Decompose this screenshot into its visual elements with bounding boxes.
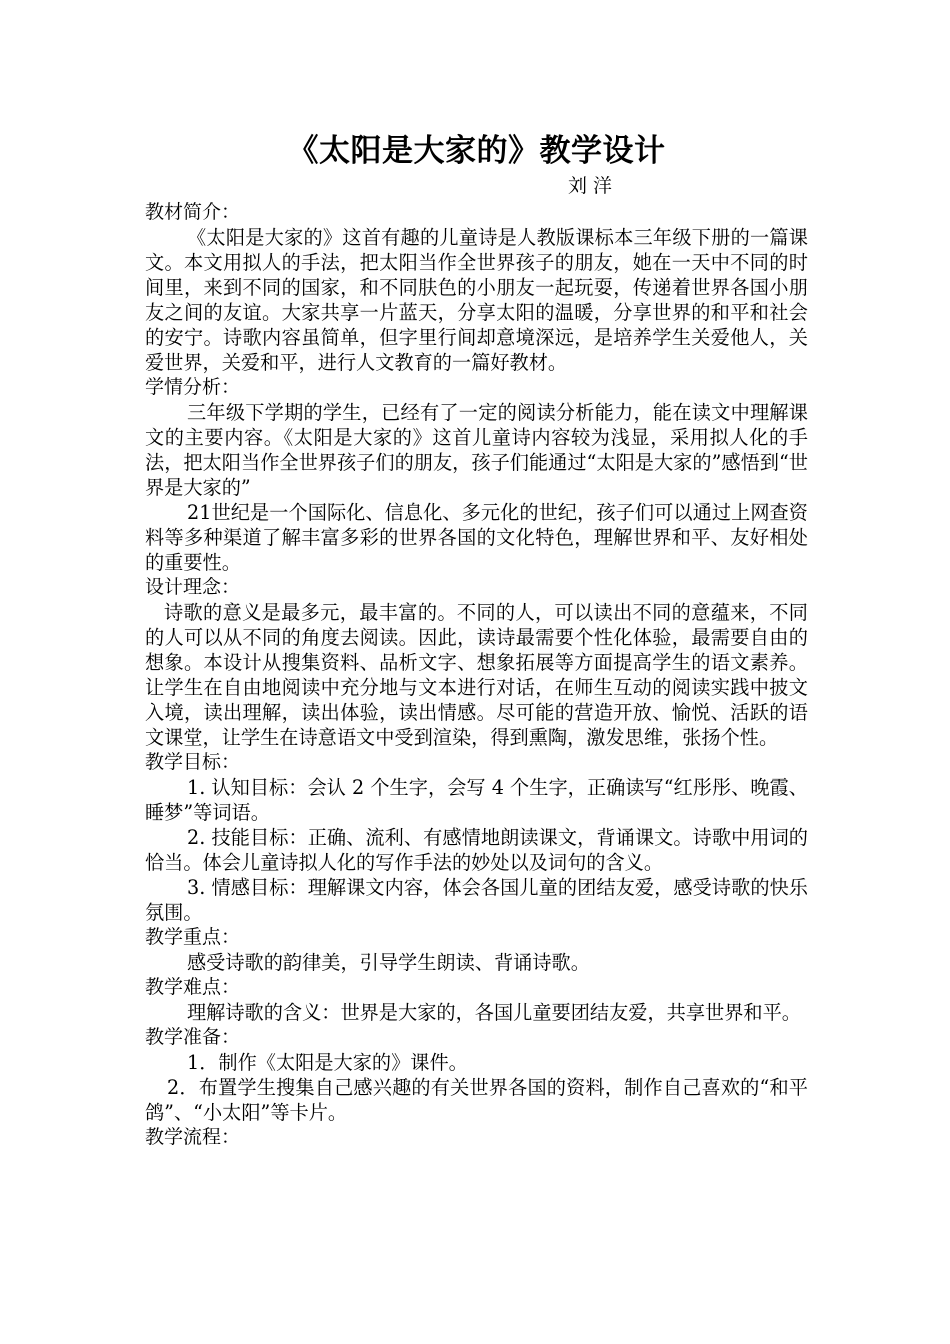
author-name: 刘 洋: [567, 175, 612, 197]
paragraph-textbook-intro: 《太阳是大家的》这首有趣的儿童诗是人教版课标本三年级下册的一篇课文。本文用拟人的手法，把太阳当作全世界孩子的朋友，她在一天中不同的时间里，来到不同的国家，和不同肤色的小朋友一起玩耍，传递着世界各国小朋友之间的友谊。大家共享一片蓝天，分享太阳的温暖，分享世界的和平和社会的安宁。诗歌内容虽简单，但字里行间却意境深远，是培养学生关爱他人，关爱世界，关爱和平，进行人文教育的一篇好教材。: [145, 226, 808, 374]
section-heading-design-concept: 设计理念：: [145, 576, 241, 598]
paragraph-difficulties: 理解诗歌的含义：世界是大家的，各国儿童要团结友爱，共享世界和平。: [187, 1001, 801, 1024]
list-item-preparation-1: 1．制作《太阳是大家的》课件。: [187, 1051, 468, 1074]
paragraph-design-concept: 诗歌的意义是最多元，最丰富的。不同的人，可以读出不同的意蕴来，不同的人可以从不同的角度去阅读。因此，读诗最需要个性化体验，最需要自由的想象。本设计从搜集资料、品析文字、想象拓展等方面提高学生的语文素养。让学生在自由地阅读中充分地与文本进行对话，在师生互动的阅读实践中披文入境，读出理解，读出体验，读出情感。尽可能的营造开放、愉悦、活跃的语文课堂，让学生在诗意语文中受到渲染，得到熏陶，激发思维，张扬个性。: [145, 601, 808, 749]
section-heading-teaching-process: 教学流程：: [145, 1126, 241, 1148]
document-title: 《太阳是大家的》教学设计: [287, 133, 666, 169]
list-item-goal-emotion: 3. 情感目标：理解课文内容，体会各国儿童的团结友爱，感受诗歌的快乐氛围。: [145, 876, 808, 924]
section-heading-preparation: 教学准备：: [145, 1026, 241, 1048]
list-item-goal-skill: 2. 技能目标：正确、流利、有感情地朗读课文，背诵课文。诗歌中用词的恰当。体会儿童诗拟人化的写作手法的妙处以及词句的含义。: [145, 826, 808, 874]
section-heading-difficulties: 教学难点：: [145, 976, 241, 998]
list-item-preparation-2: 2．布置学生搜集自己感兴趣的有关世界各国的资料，制作自己喜欢的“和平鸽”、“小太阳”等卡片。: [145, 1076, 808, 1124]
section-heading-textbook-intro: 教材简介：: [145, 201, 241, 223]
section-heading-student-analysis: 学情分析：: [145, 376, 241, 398]
paragraph-student-analysis-2: 21世纪是一个国际化、信息化、多元化的世纪，孩子们可以通过上网查资料等多种渠道了解丰富多彩的世界各国的文化特色，理解世界和平、友好相处的重要性。: [145, 501, 808, 574]
paragraph-key-points: 感受诗歌的韵律美，引导学生朗读、背诵诗歌。: [187, 951, 590, 974]
document-body: [145, 128, 808, 1150]
section-heading-key-points: 教学重点：: [145, 926, 241, 948]
paragraph-student-analysis-1: 三年级下学期的学生，已经有了一定的阅读分析能力，能在读文中理解课文的主要内容。《太阳是大家的》这首儿童诗内容较为浅显，采用拟人化的手法，把太阳当作全世界孩子们的朋友，孩子们能通过“太阳是大家的”感悟到“世界是大家的”: [145, 401, 808, 499]
section-heading-teaching-goals: 教学目标：: [145, 751, 241, 773]
list-item-goal-cognitive: 1. 认知目标：会认 2 个生字，会写 4 个生字，正确读写“红彤彤、晚霞、睡梦”等词语。: [145, 776, 808, 824]
